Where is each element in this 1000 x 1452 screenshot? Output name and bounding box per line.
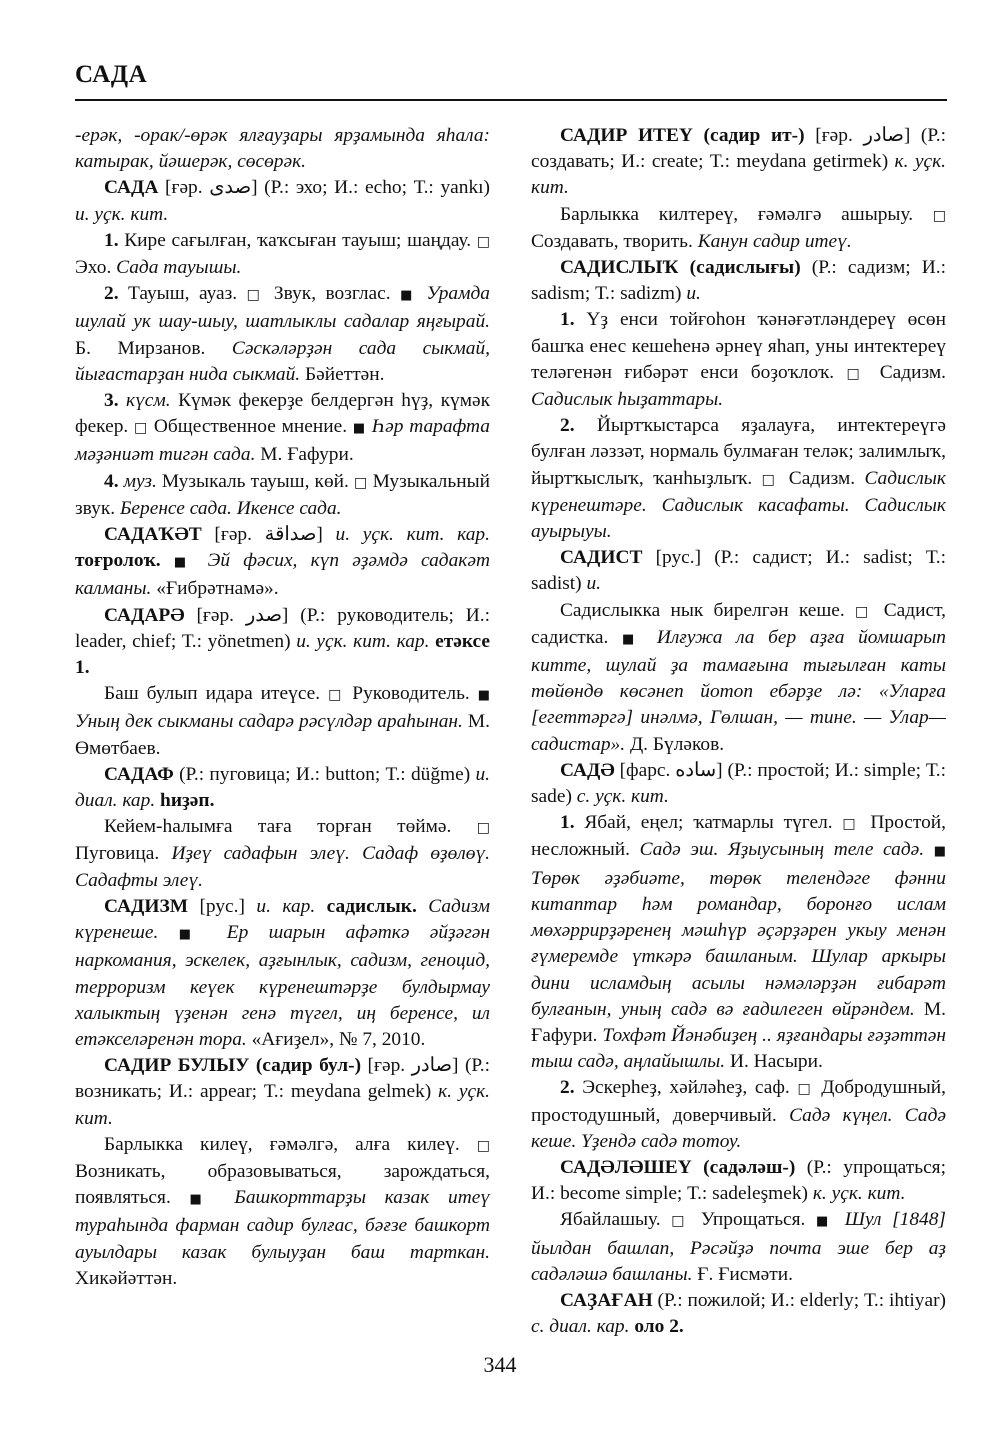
definition: Барлыкка килеү, ғәмәлгә, алға килеү. □ Возникать, образовываться, зарождаться, появляться. ■ Башкорттарҙы казак итеү тураһында фарман садир булғас, бәғзе башкорт ауылдары казак булыуҙан баш тарткан. Хикәйәттән.: [75, 1133, 490, 1289]
sense: 1. Ябай, еңел; ҡатмарлы түгел. □ Простой, несложный. Садә эш. Яҙыусының теле садә. ■ Төрөк әҙәбиәте, төрөк телендәге фәнни китаптар һәм романдар, боронғо ислам мөхәррирҙәренең мәшһүр әҫәрҙәрен укыу менән ғүмеремде үткәрә башланым. Шулар аркыры дини исламдың асылы нәмәләрҙән ғибарәт булғанын, уның садә вә ғадилеген өйрәндем. М. Ғафури. Тохфәт Йәнәбиҙең .. яҙғандары ғәҙәттән тыш садә, аңлайышлы. И. Насыри.: [531, 812, 947, 1073]
right-column: [531, 123, 946, 1340]
sense: 4. муз. Музыкаль тауыш, көй. □ Музыкальный звук. Беренсе сада. Икенсе сада.: [75, 470, 490, 519]
entry-sadaf: САДАФ (Р.: пуговица; И.: button; Т.: düğme) и. диал. кар. һиҙәп.: [75, 763, 490, 812]
definition: Садислыкка нык бирелгән кеше. □ Садист, садистка. ■ Илғужа ла бер аҙға йомшарып китте, шулай ҙа тамағына тығылған каты төйөндө көсәнеп йотоп ебәрҙе лә: «Уларға [егеттәргә] инәлмә, Гөлшан, — тине. — Улар— садистар». Д. Бүләков.: [531, 599, 946, 755]
definition: Кейем-һалымға таға торған төймә. □ Пуговица. Иҙеү садафын элеү. Садаф өҙөлөү. Садафты элеү.: [75, 816, 491, 891]
entry-continuation: -ерәк, -орак/-өрәк ялғауҙары ярҙамында яһала: катырак, йәшерәк, сөсөрәк.: [75, 125, 490, 173]
entry-sadir-buluu: САДИР БУЛЫУ (садир бул-) [ғәр. صادر] (Р.: возникать; И.: appear; Т.: meydana gelmek) к. уҫк. кит.: [75, 1055, 491, 1129]
sense: 2. Эскерһеҙ, хәйләһеҙ, саф. □ Добродушный, простодушный, доверчивый. Садә күңел. Садә кеше. Үҙендә садә тотоу.: [531, 1077, 946, 1152]
entry-sadaqat: САДАҠӘТ [ғәр. صداقة] и. уҫк. кит. кар. тоғролоҡ. ■ Эй фәсих, күп әҙәмдә садакәт калманы. «Ғибрәтнамә».: [75, 524, 490, 600]
definition: Баш булып идара итеүсе. □ Руководитель. ■ Уның дек сыкманы садарә рәсүлдәр араһынан. М. Өмөтбаев.: [75, 683, 491, 759]
entry-sadist: САДИСТ [рус.] (Р.: садист; И.: sadist; Т.: sadist) и.: [531, 547, 946, 595]
entry-sadislyq: САДИСЛЫҠ (садислығы) (Р.: садизм; И.: sadism; Т.: sadizm) и.: [531, 257, 946, 305]
definition: Барлыкка килтереү, ғәмәлгә ашырыу. □ Создавать, творить. Канун садир итеү.: [531, 203, 946, 252]
definition: Ябайлашыу. □ Упрощаться. ■ Шул [1848] йылдан башлап, Рәсәйҙә почта эше бер аҙ садәләшә башланы. Ғ. Ғисмәти.: [531, 1209, 946, 1285]
entry-sada: САДА [ғәр. صدی] (Р.: эхо; И.: echo; Т.: yankı) и. уҫк. кит.: [75, 177, 490, 225]
entry-sadizm: САДИЗМ [рус.] и. кар. садислык. Садизм күренеше. ■ Ер шарын афәткә әйҙәгән наркомания, эскелек, аҙғынлык, садизм, геноцид, терроризм кеүек күренештәрҙе булдырмау халыктың үҙенән генә түгел, иң беренсе, ил етәкселәренән тора. «Ағиҙел», № 7, 2010.: [75, 895, 490, 1050]
sense: 3. күсм. Күмәк фекерҙе белдергән һүҙ, күмәк фекер. □ Общественное мнение. ■ Һәр тарафта мәҙәниәт тигән сада. М. Ғафури.: [75, 390, 490, 466]
header-title: САДА: [75, 61, 148, 88]
running-header: [75, 55, 947, 101]
sense: 1. Үҙ енси тойғоһон ҡәнәғәтләндереү өсөн башҡа енес кешеһенә әрнеү яһап, уны интектереү теләгенән ғибәрәт енси боҙоҡлоҡ. □ Садизм. Садислык һыҙаттары.: [531, 309, 946, 411]
page-number: 344: [483, 1352, 517, 1377]
sense: 1. Кире сағылған, ҡаҡсыған тауыш; шаңдау. □ Эхо. Сада тауышы.: [75, 229, 490, 279]
sense: 2. Тауыш, ауаз. □ Звук, возглас. ■ Урамда шулай ук шау-шыу, шатлыклы садалар яңғырай. Б. Мирзанов. Сәскәләрҙән сада сыкмай, йығастарҙан нида сыкмай. Бәйеттән.: [75, 283, 490, 385]
entry-sadara: САДАРӘ [ғәр. صدر] (Р.: руководитель; И.: leader, chief; Т.: yönetmen) и. уҫк. кит. кар. етәксе 1.: [75, 604, 490, 679]
entry-sade: САДӘ [фарс. ساده] (Р.: простой; И.: simple; Т.: sade) с. уҫк. кит.: [531, 759, 946, 808]
sense: 2. Йыртҡыстарса яҙалауға, интектереүгә булған ләззәт, нормаль булмаған теләк; залимлыҡ, йыртҡыслыҡ, ҡанһыҙлыҡ. □ Садизм. Садислык күренештәре. Садислык касафаты. Садислык ауырыуы.: [531, 415, 946, 543]
left-column: [75, 123, 490, 1292]
entry-sadelasheu: САДӘЛӘШЕҮ (садәләш-) (Р.: упрощаться; И.: become simple; Т.: sadeleşmek) к. уҫк. кит.: [531, 1156, 946, 1205]
entry-sadir-iteu: САДИР ИТЕҮ (садир ит-) [ғәр. صادر] (Р.: создавать; И.: create; Т.: meydana getirmek) к. уҫк. кит.: [531, 125, 946, 199]
entry-sazagan: САҘАҒАН (Р.: пожилой; И.: elderly; Т.: ihtiyar) с. диал. кар. оло 2.: [531, 1289, 947, 1338]
